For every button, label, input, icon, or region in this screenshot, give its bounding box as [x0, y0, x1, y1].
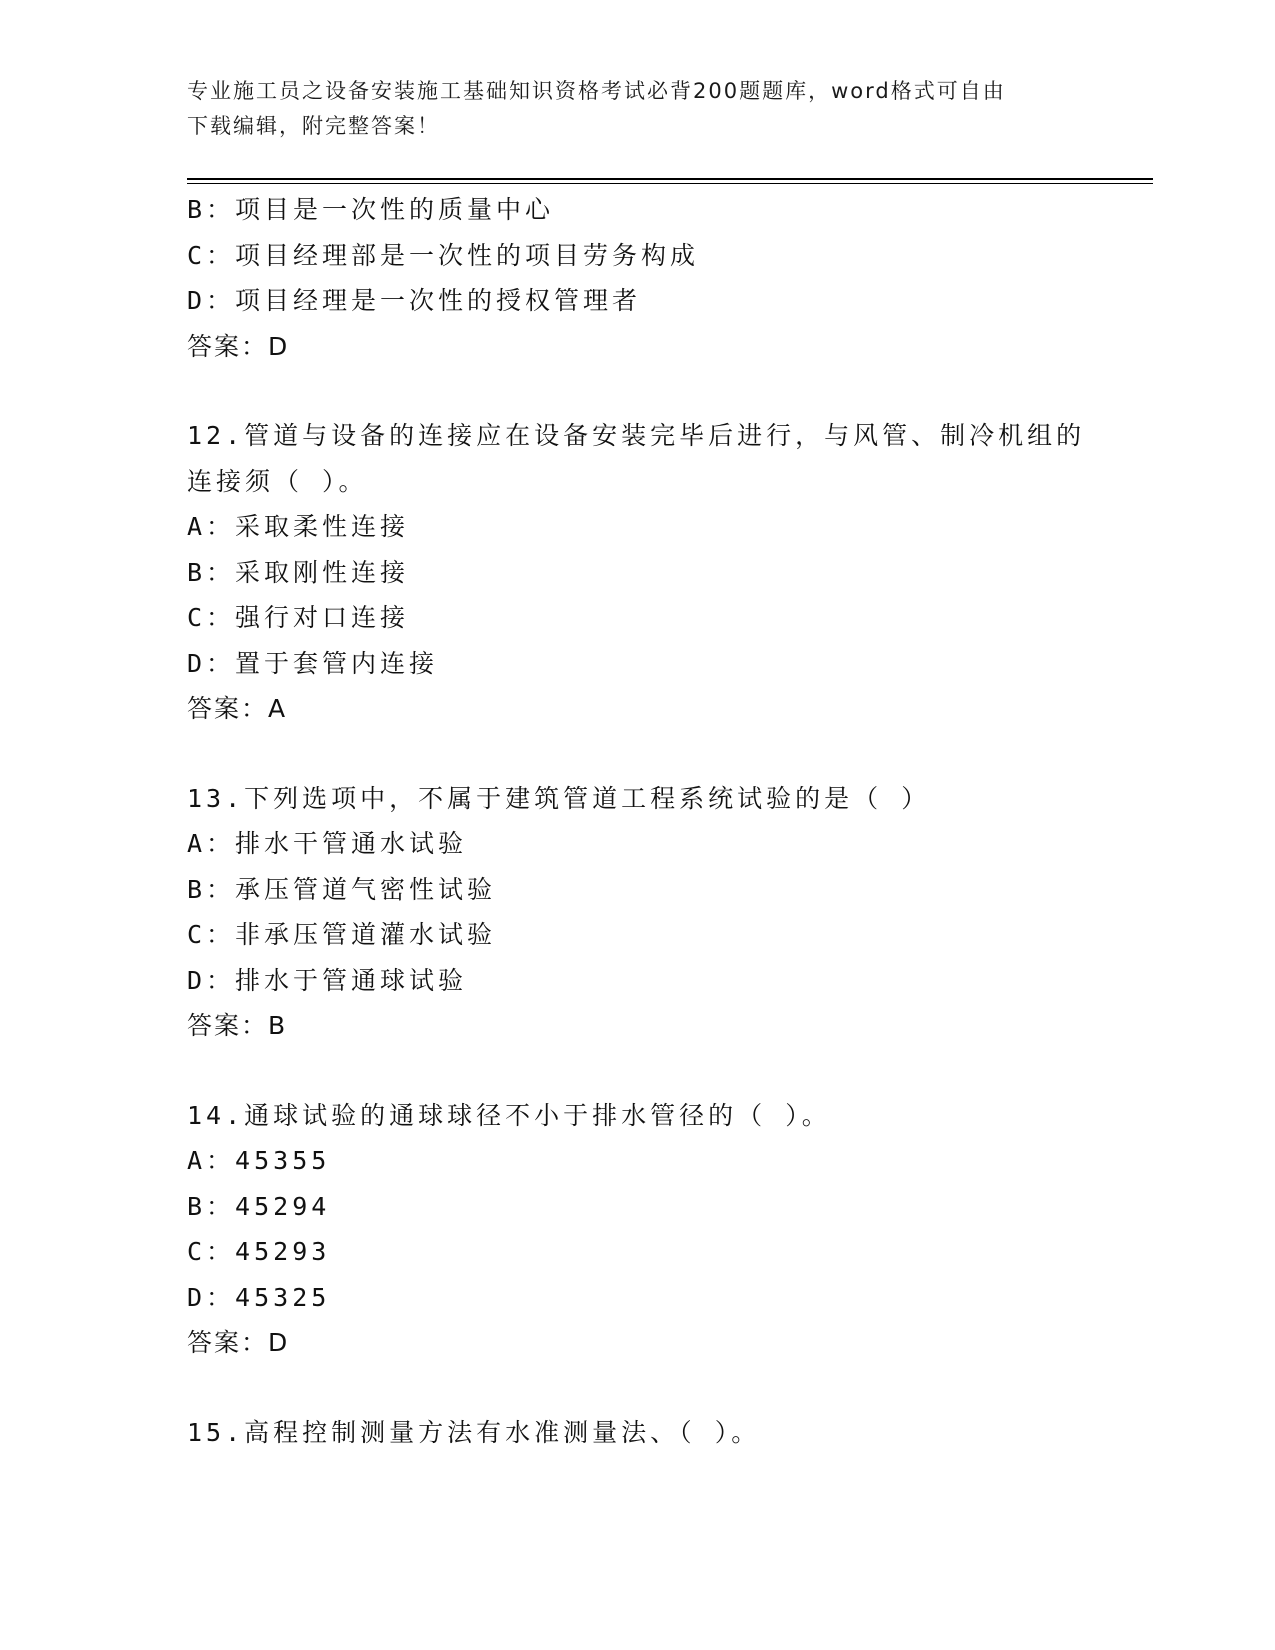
header-line-1: 专业施工员之设备安装施工基础知识资格考试必背200题题库，word格式可自由	[187, 79, 1006, 103]
option-a: A：45355	[187, 1146, 331, 1175]
question-list	[187, 187, 1147, 1455]
question-stem: 14.通球试验的通球球径不小于排水管径的（ ）。	[187, 1100, 831, 1130]
spacer	[187, 1049, 1147, 1093]
header-divider-thin	[187, 183, 1153, 184]
question-stem: 12.管道与设备的连接应在设备安装完毕后进行，与风管、制冷机组的	[187, 421, 1086, 450]
option-c: C：非承压管道灌水试验	[187, 920, 497, 949]
question-15	[187, 1410, 1147, 1456]
question-stem: 15.高程控制测量方法有水准测量法、（ ）。	[187, 1417, 761, 1447]
header-line-2: 下载编辑，附完整答案！	[187, 114, 440, 138]
option-d: D：45325	[187, 1282, 331, 1312]
answer: 答案：A	[187, 694, 288, 723]
header-divider-thick	[187, 178, 1153, 180]
option-b: B：承压管道气密性试验	[187, 874, 497, 904]
question-12	[187, 413, 1147, 732]
spacer	[187, 732, 1147, 776]
option-c: C：45293	[187, 1237, 331, 1266]
option-b: B：45294	[187, 1191, 331, 1221]
option-b: B：采取刚性连接	[187, 557, 410, 587]
option-c: C：强行对口连接	[187, 603, 410, 632]
answer: 答案：D	[187, 331, 290, 361]
question-14	[187, 1093, 1147, 1366]
option-d: D：项目经理是一次性的授权管理者	[187, 286, 642, 315]
spacer	[187, 1366, 1147, 1410]
answer: 答案：B	[187, 1011, 288, 1040]
question-stem: 13.下列选项中，不属于建筑管道工程系统试验的是（ ）	[187, 783, 931, 813]
question-13	[187, 776, 1147, 1049]
option-d: D：排水于管通球试验	[187, 965, 468, 995]
document-header	[187, 74, 1077, 144]
spacer	[187, 369, 1147, 413]
question-11-tail	[187, 187, 1147, 369]
option-d: D：置于套管内连接	[187, 648, 439, 678]
option-a: A：采取柔性连接	[187, 512, 410, 541]
option-c: C：项目经理部是一次性的项目劳务构成	[187, 240, 700, 270]
option-b: B：项目是一次性的质量中心	[187, 195, 555, 224]
question-stem-continued: 连接须（ ）。	[187, 466, 368, 496]
answer: 答案：D	[187, 1328, 290, 1357]
option-a: A：排水干管通水试验	[187, 829, 468, 858]
